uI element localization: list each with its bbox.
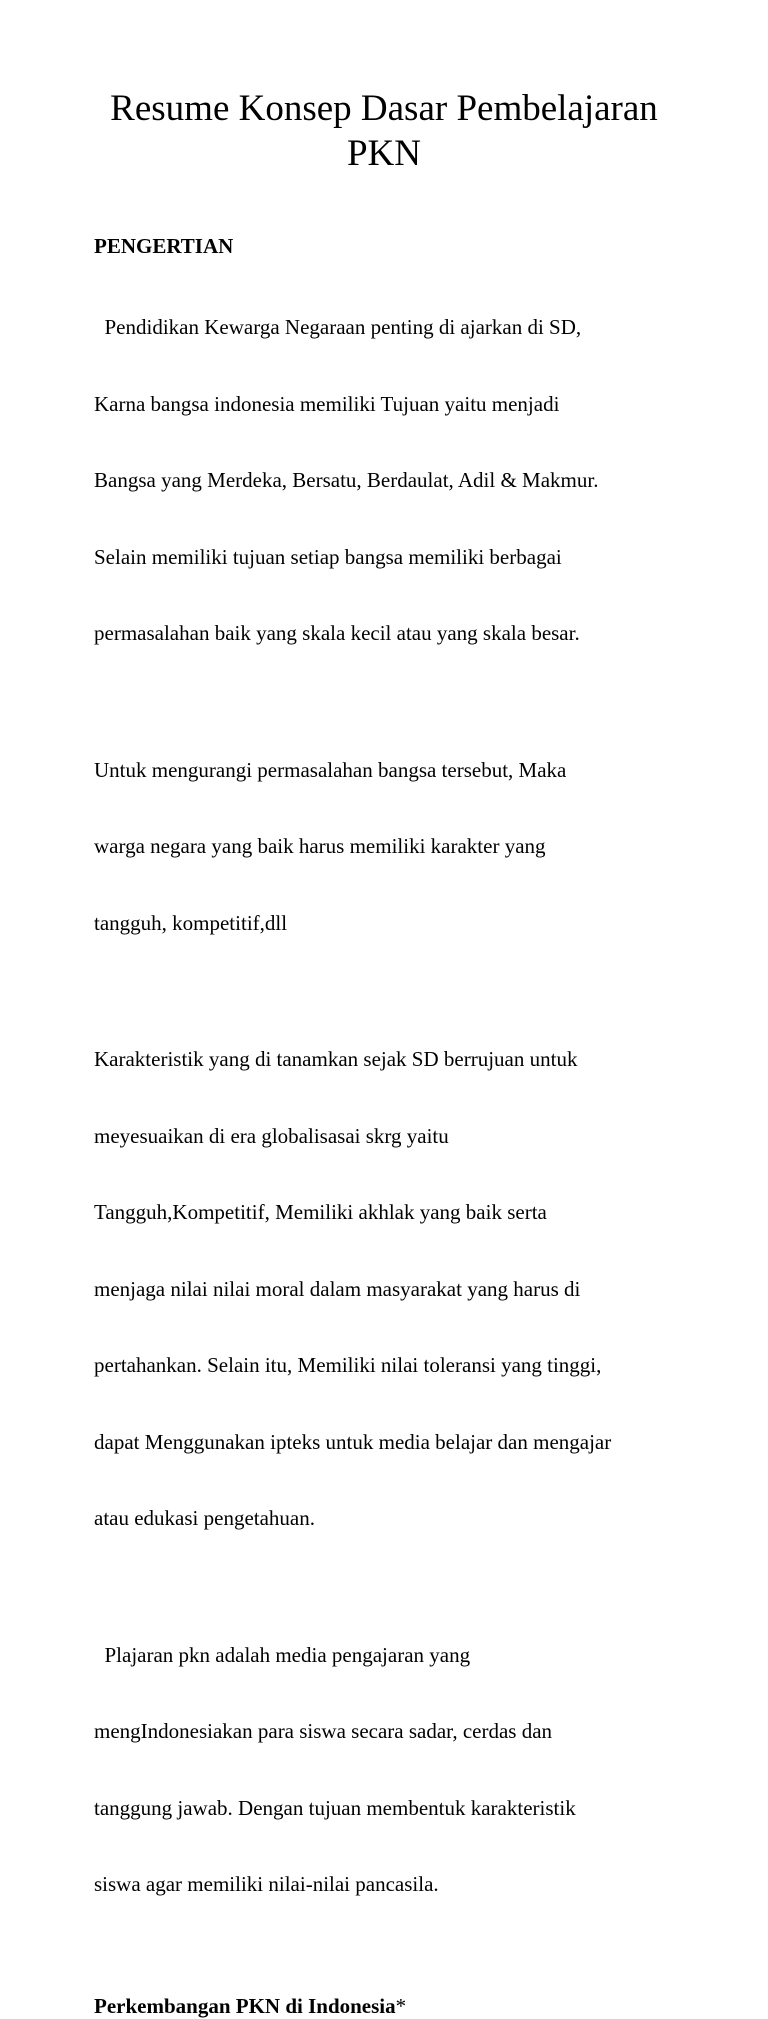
title-line-1: Resume Konsep Dasar Pembelajaran	[60, 86, 708, 131]
paragraph-line: Bangsa yang Merdeka, Bersatu, Berdaulat, Adil & Makmur.	[94, 468, 694, 494]
section-heading-perkembangan	[94, 1994, 694, 2019]
paragraph-line: siswa agar memiliki nilai-nilai pancasila.	[94, 1872, 694, 1898]
paragraph-line: Pendidikan Kewarga Negaraan penting di ajarkan di SD,	[94, 315, 694, 341]
paragraph-line: Untuk mengurangi permasalahan bangsa tersebut, Maka	[94, 758, 694, 784]
paragraph-3	[94, 996, 694, 1583]
paragraph-line: Tangguh,Kompetitif, Memiliki akhlak yang baik serta	[94, 1200, 694, 1226]
paragraph-line: permasalahan baik yang skala kecil atau yang skala besar.	[94, 621, 694, 647]
section-heading-text: Perkembangan PKN di Indonesia	[94, 1994, 396, 2018]
paragraph-line: dapat Menggunakan ipteks untuk media belajar dan mengajar	[94, 1430, 694, 1456]
section-spacer	[94, 1958, 694, 1994]
paragraph-line: mengIndonesiakan para siswa secara sadar, cerdas dan	[94, 1719, 694, 1745]
paragraph-line: warga negara yang baik harus memiliki karakter yang	[94, 834, 694, 860]
document-title	[60, 86, 708, 176]
paragraph-line: tangguh, kompetitif,dll	[94, 911, 694, 937]
section-heading-asterisk: *	[396, 1994, 407, 2018]
section-heading-pengertian: PENGERTIAN	[94, 234, 694, 259]
paragraph-2	[94, 707, 694, 988]
paragraph-line: atau edukasi pengetahuan.	[94, 1506, 694, 1532]
paragraph-4	[94, 1592, 694, 1949]
paragraph-line: tanggung jawab. Dengan tujuan membentuk karakteristik	[94, 1796, 694, 1822]
paragraph-line: menjaga nilai nilai moral dalam masyarakat yang harus di	[94, 1277, 694, 1303]
paragraph-line: pertahankan. Selain itu, Memiliki nilai toleransi yang tinggi,	[94, 1353, 694, 1379]
paragraph-line: Karna bangsa indonesia memiliki Tujuan yaitu menjadi	[94, 392, 694, 418]
paragraph-1	[94, 264, 694, 698]
paragraph-line: meyesuaikan di era globalisasai skrg yaitu	[94, 1124, 694, 1150]
paragraph-line: Karakteristik yang di tanamkan sejak SD berrujuan untuk	[94, 1047, 694, 1073]
title-line-2: PKN	[60, 131, 708, 176]
paragraph-line: Plajaran pkn adalah media pengajaran yang	[94, 1643, 694, 1669]
paragraph-line: Selain memiliki tujuan setiap bangsa memiliki berbagai	[94, 545, 694, 571]
document-body	[94, 234, 694, 2019]
